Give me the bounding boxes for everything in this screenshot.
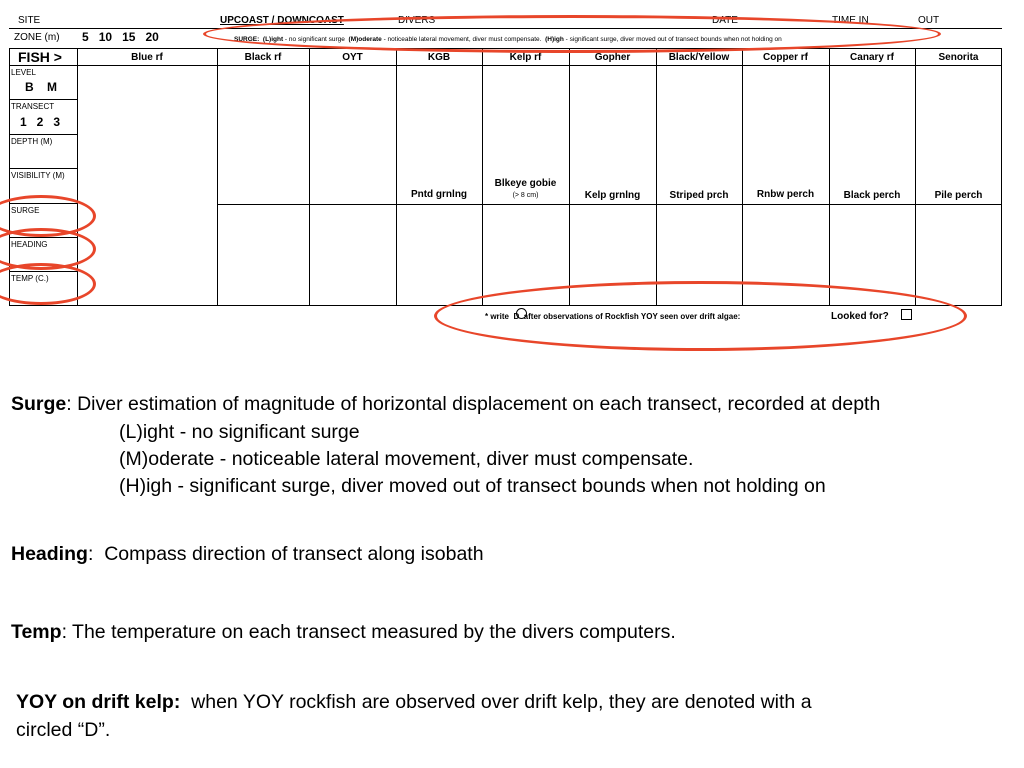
temp-row-label: TEMP (C.)	[11, 274, 49, 283]
looked-for-label: Looked for?	[831, 311, 889, 322]
zone-values	[82, 30, 159, 44]
surge-high-desc: - significant surge, diver moved out of transect bounds when not holding on	[563, 36, 782, 43]
fish-label: FISH >	[18, 49, 62, 65]
surge-definition	[11, 393, 880, 416]
temp-definition	[11, 621, 676, 644]
visibility-label: VISIBILITY (M)	[11, 171, 65, 180]
highlight-surge-scale	[203, 15, 941, 53]
transect-label: TRANSECT	[11, 102, 55, 111]
col-divider	[482, 48, 483, 306]
yoy-term: YOY on drift kelp:	[16, 691, 181, 713]
zone-15: 15	[122, 30, 136, 44]
surge-moderate-code: (M)oderate	[348, 36, 382, 43]
surge-row-label: SURGE	[11, 206, 40, 215]
col-divider	[915, 48, 916, 306]
data-table	[9, 48, 1002, 306]
heading-row-label: HEADING	[11, 240, 48, 249]
zone-20: 20	[145, 30, 159, 44]
out-label: OUT	[918, 15, 940, 26]
time-in-label: TIME IN	[832, 15, 869, 26]
species-rnbw-perch: Rnbw perch	[756, 189, 815, 200]
col-header-senorita: Senorita	[938, 52, 979, 63]
surge-term: Surge	[11, 393, 67, 415]
surge-def-text: : Diver estimation of magnitude of horizontal displacement on each transect, recorded at depth	[66, 393, 881, 415]
zone-5: 5	[82, 30, 89, 44]
heading-def-text: : Compass direction of transect along isobath	[87, 543, 484, 565]
heading-definition	[11, 543, 484, 566]
col-header-gopher: Gopher	[594, 52, 631, 63]
blkeye-size-note: (> 8 cm)	[512, 192, 539, 199]
col-header-black-yellow: Black/Yellow	[668, 52, 730, 63]
surge-high-def: (H)igh - significant surge, diver moved out of transect bounds when not holding on	[119, 475, 826, 497]
col-divider	[217, 48, 218, 306]
surge-moderate-def: (M)oderate - noticeable lateral movement, diver must compensate.	[119, 448, 694, 470]
table-mid-rule	[217, 204, 1002, 205]
species-pntd-grnlng: Pntd grnlng	[410, 189, 468, 200]
yoy-def-text: when YOY rockfish are observed over drift kelp, they are denoted with a	[180, 691, 812, 713]
temp-def-text: : The temperature on each transect measured by the divers computers.	[61, 621, 676, 643]
col-divider	[396, 48, 397, 306]
yoy-footnote: * write D after observations of Rockfish YOY seen over drift algae:	[485, 312, 741, 321]
row-rule	[9, 99, 77, 100]
date-label: DATE	[712, 15, 738, 26]
level-values: B M	[25, 80, 57, 94]
species-pile-perch: Pile perch	[934, 190, 983, 201]
col-header-kelp-rf: Kelp rf	[509, 52, 542, 63]
depth-label: DEPTH (M)	[11, 137, 53, 146]
site-label: SITE	[18, 15, 41, 26]
surge-light-def: (L)ight - no significant surge	[119, 421, 360, 443]
col-header-black-rf: Black rf	[244, 52, 282, 63]
col-divider	[829, 48, 830, 306]
temp-term: Temp	[11, 621, 62, 643]
row-rule	[9, 168, 77, 169]
col-header-blue-rf: Blue rf	[131, 52, 163, 63]
surge-moderate-desc: - noticeable lateral movement, diver must compensate.	[381, 36, 542, 43]
surge-scale-heading: SURGE:	[234, 36, 260, 43]
direction-label: UPCOAST / DOWNCOAST	[220, 15, 344, 26]
table-header-rule	[9, 65, 1002, 66]
col-header-oyt: OYT	[342, 52, 363, 63]
yoy-definition-line2: circled “D”.	[16, 719, 111, 741]
zone-label: ZONE (m)	[14, 32, 60, 43]
species-kelp-grnlng: Kelp grnlng	[584, 190, 641, 201]
divers-label: DIVERS	[398, 15, 436, 26]
col-divider	[569, 48, 570, 306]
col-header-kgb: KGB	[427, 52, 451, 63]
col-divider	[742, 48, 743, 306]
surge-high-code: (H)igh	[545, 36, 564, 43]
yoy-definition	[16, 691, 812, 714]
species-black-perch: Black perch	[843, 190, 901, 201]
surge-light-code: (L)ight	[262, 36, 284, 43]
transect-values: 1 2 3	[20, 115, 61, 129]
col-header-canary-rf: Canary rf	[850, 52, 894, 63]
species-blkeye-gobie: Blkeye gobie	[494, 178, 557, 189]
level-label: LEVEL	[11, 68, 36, 77]
highlight-footnote	[434, 281, 967, 351]
zone-10: 10	[98, 30, 113, 44]
col-divider	[656, 48, 657, 306]
col-header-copper-rf: Copper rf	[763, 52, 808, 63]
species-striped-prch: Striped prch	[669, 190, 729, 201]
heading-term: Heading	[11, 543, 88, 565]
col-divider	[309, 48, 310, 306]
surge-light-desc: - no significant surge	[283, 36, 345, 43]
row-rule	[9, 134, 77, 135]
